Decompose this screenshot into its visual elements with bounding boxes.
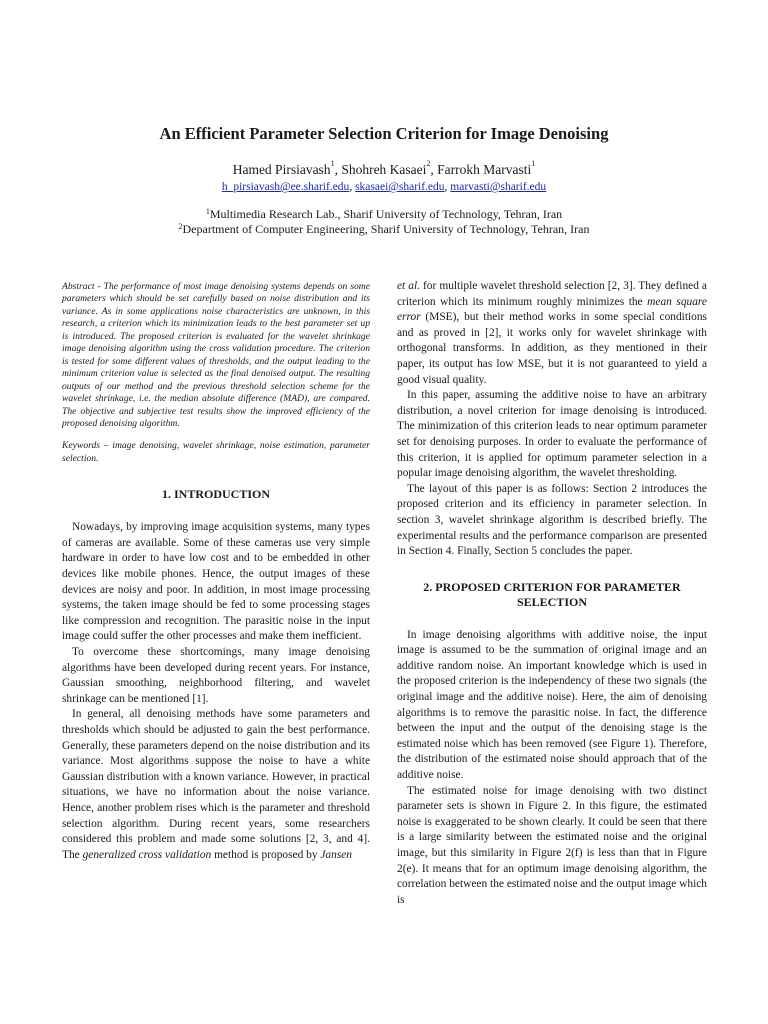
section2-paragraph-1: In image denoising algorithms with additive noise, the input image is assumed to be the summation of original image and an additive random noise. An important knowledge which is used in the proposed criterion is the independency of these two signals (the original image and the additive noise). Here, the aim of denoising algorithms is to remove the parasitic noise. In fact, the difference between the input and the output of the denoising stage is the estimated noise which has been removed (see Figure 1). Therefore, the distribution of the estimated noise should approach that of the additive noise. bbox=[397, 628, 707, 782]
paper-title: An Efficient Parameter Selection Criterion for Image Denoising bbox=[159, 124, 609, 143]
intro-paragraph-4: In this paper, assuming the additive noise to have an arbitrary distribution, a novel criterion for image denoising is introduced. The minimization of this criterion leads to near optimum parameter set for denoising purposes. In order to evaluate the performance of this criterion, it is applied for optimum parameter selection in a popular image denoising algorithm, the wavelet thresholding. bbox=[397, 389, 707, 480]
intro-paragraph-1: Nowadays, by improving image acquisition systems, many types of cameras are available. Some of these cameras use very simple hardware in order to have low cost and to be embedded in other devices like mobile phones. Hence, the output images of these devices are noisy and poor. In addition, in most image processing systems, the taken image should be fed to some processing stages like compression and recognition. The parasitic noise in the input image could suffer the other processes and make them inefficient. bbox=[62, 521, 370, 643]
section-heading-introduction: 1. INTRODUCTION bbox=[161, 487, 270, 502]
author-name: Farrokh Marvasti bbox=[437, 162, 532, 177]
author-affiliation-mark: 1 bbox=[330, 159, 335, 168]
intro-paragraph-3: In general, all denoising methods have some parameters and thresholds which should be adjusted to gain the best performance. Generally, these parameters depend on the noise distribution and its variance. Most algorithms suppose the noise to have a white Gaussian distribution with a known variance. However, in practical situations, we have no information about the noise variance. Hence, another problem rises which is the parameter and threshold selection algorithm. During recent years, some researchers considered this problem and made some solutions [2, 3, and 4]. The generalized cross validation method is proposed by Jansen bbox=[62, 708, 370, 861]
author-list: Hamed Pirsiavash$^1$, Shohreh Kasaei$^2$, Farrokh Marvasti$^1$ bbox=[232, 159, 536, 177]
author-name: Hamed Pirsiavash bbox=[232, 162, 331, 177]
author-affiliation-mark: 1 bbox=[531, 159, 536, 168]
keywords: Keywords – image denoising, wavelet shrinkage, noise estimation, parameter selection. bbox=[62, 440, 370, 464]
left-column bbox=[62, 281, 370, 863]
section-heading-proposed-criterion: 2. PROPOSED CRITERION FOR PARAMETER SELECTION bbox=[423, 579, 681, 609]
affiliation-list bbox=[0, 207, 768, 237]
section2-paragraph-2: The estimated noise for image denoising with two distinct parameter sets is shown in Figure 2. In this figure, the estimated noise is exaggerated to be shown clearly. It could be seen that there is a large similarity between the estimated noise and the original image, but this similarity in Figure 2(f) is less than that in Figure 2(e). It means that for an optimum image denoising algorithm, the correlation between the estimated noise and the output image which is bbox=[397, 784, 707, 906]
abstract: Abstract - The performance of most image denoising systems depends on some parameters which should be set carefully based on noise distribution and its variance. As in some applications noise characteristics are unknown, in this research, a criterion which its minimization leads to the best parameter set up is introduced. The proposed criterion is evaluated for the wavelet shrinkage image denoising algorithm using the cross validation procedure. The criterion is tested for some different values of thresholds, and the output leading to the minimum criterion value is selected as the final denoised output. The resulting outputs of our method and the previous threshold selection scheme for the wavelet shrinkage, i.e. the median absolute difference (MAD), are compared. The objective and subjective test results show the improved efficiency of the proposed denoising algorithm. bbox=[62, 281, 370, 429]
email-link[interactable]: skasaei@sharif.edu bbox=[355, 181, 445, 193]
email-list: h_pirsiavash@ee.sharif.edu, skasaei@sharif.edu, marvasti@sharif.edu bbox=[221, 181, 547, 193]
right-column bbox=[397, 279, 707, 908]
author-affiliation-mark: 2 bbox=[426, 159, 431, 168]
affiliation-line: $^1$Multimedia Research Lab., Sharif University of Technology, Tehran, Iran bbox=[205, 207, 563, 221]
intro-paragraph-2: To overcome these shortcomings, many image denoising algorithms have been developed during recent years. For instance, Gaussian smoothing, neighborhood filtering, and wavelet shrinkage can be mentioned [1]. bbox=[62, 646, 370, 705]
intro-paragraph-5: The layout of this paper is as follows: Section 2 introduces the proposed criterion and its efficiency in parameter selection. In section 3, wavelet shrinkage algorithm is described briefly. The experimental results and the performance comparison are presented in Section 4. Finally, Section 5 concludes the paper. bbox=[397, 482, 707, 558]
email-link[interactable]: marvasti@sharif.edu bbox=[450, 181, 547, 193]
intro-paragraph-3-continued: et al. for multiple wavelet threshold selection [2, 3]. They defined a criterion which its minimum roughly minimizes the mean square error (MSE), but their method works in some special conditions and as proved in [2], it works only for wavelet shrinkage with orthogonal transforms. In addition, as they mentioned in their paper, its output has low MSE, but it is not guaranteed to yield a good visual quality. bbox=[397, 280, 707, 386]
author-name: Shohreh Kasaei bbox=[341, 162, 427, 177]
affiliation-line: $^2$Department of Computer Engineering, Sharif University of Technology, Tehran, Iran bbox=[178, 222, 590, 236]
email-link[interactable]: h_pirsiavash@ee.sharif.edu bbox=[221, 181, 350, 193]
